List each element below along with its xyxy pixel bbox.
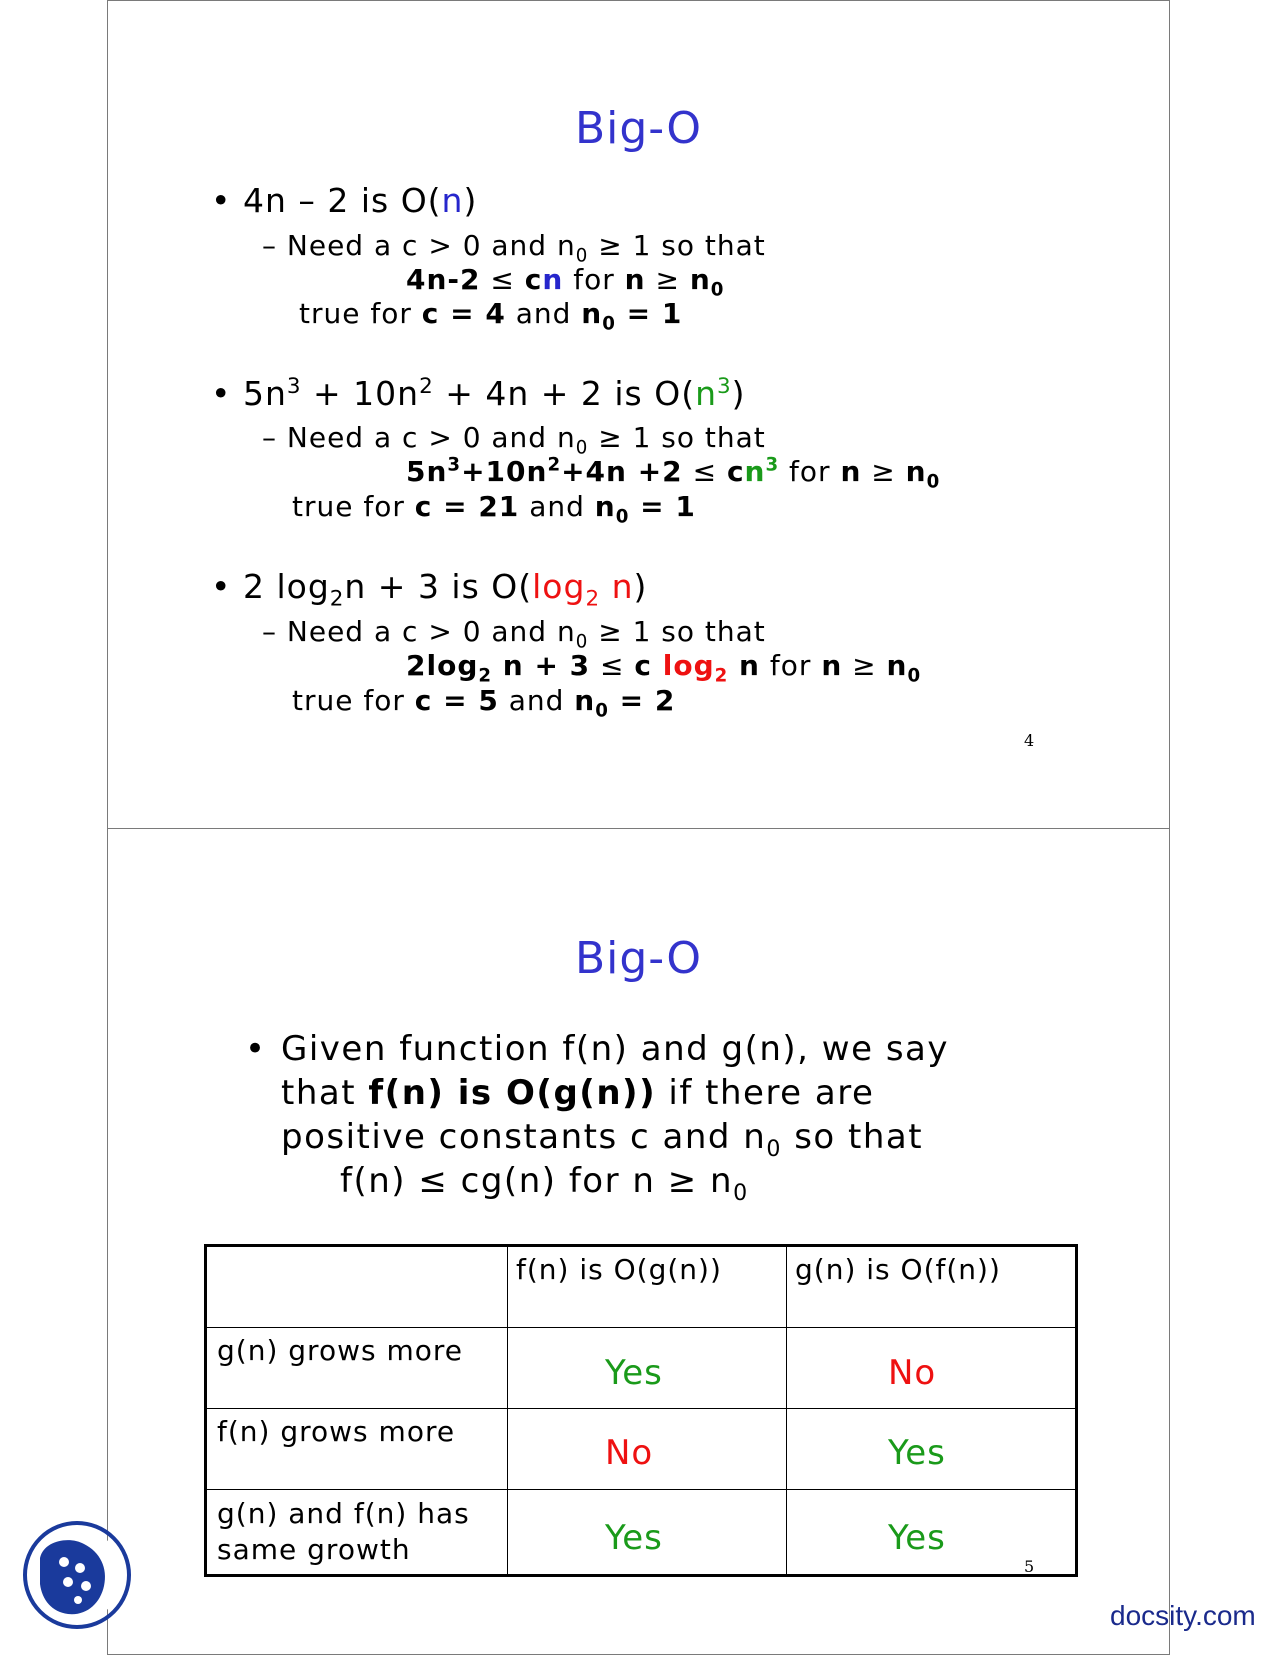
growth-comparison-table [204,1244,1078,1577]
page-number: 5 [1024,1557,1035,1576]
table-cell: Yes [787,1490,1077,1576]
slide-4 [107,0,1170,829]
table-header-cell [206,1246,508,1328]
table-cell: Yes [508,1490,787,1576]
table-row [206,1328,1077,1409]
table-row [206,1409,1077,1490]
page-number: 4 [1024,731,1035,750]
table-cell: Yes [508,1328,787,1409]
slide-title: Big-O [574,933,703,984]
bullet-dot: • [211,567,243,606]
definition-line-3: positive constants c and $n_0$ so that [281,1117,924,1162]
need-line-1: – Need a c > 0 and $n_0 \ge 1$ so that [262,229,766,267]
definition-line-1: Given function f(n) and g(n), we say [281,1029,949,1069]
need-line-3: – Need a c > 0 and $n_0 \ge 1$ so that [262,615,766,653]
definition-line-4: f(n) ≤ cg(n) for $n \ge n_0$ [340,1161,749,1206]
inequality-line-2: $5n^3+10n^2+4n +2 \le cn^3$ for $n \ge n_0$ [406,454,941,493]
true-for-line-3: true for c = 5 and $n_0 = 2$ [292,684,676,722]
slide-title: Big-O [574,103,703,154]
definition-text [281,1027,949,1206]
inequality-line-3: $2\log_2$ n + 3 ≤ c $\log_2 n$ for $n \ge n_0$ [406,649,922,687]
bullet-dot: • [211,181,243,220]
docsity-logo-icon [22,1520,132,1630]
bullet-item-2: • $5n^3 + 10n^2 + 4n + 2$ is $O(n^3)$ [211,374,746,413]
slide-5 [107,828,1170,1655]
table-header-row [206,1246,1077,1328]
true-for-line-1: true for c = 4 and $n_0 = 1$ [299,297,683,335]
table-row [206,1490,1077,1576]
row-label: f(n) grows more [206,1409,508,1490]
table-cell: No [787,1328,1077,1409]
docsity-brand-link[interactable]: docsity.com [1110,1600,1256,1631]
bullet-dot: • [245,1029,267,1069]
definition-line-2: that f(n) is O(g(n)) if there are [281,1073,875,1113]
row-label: g(n) and f(n) has same growth [206,1490,508,1576]
table-cell: Yes [787,1409,1077,1490]
table-header-cell: g(n) is O(f(n)) [787,1246,1077,1328]
bullet-item-3: • 2 $\log_2n + 3$ is $O(\log_2$ n) [211,567,648,612]
row-label: g(n) grows more [206,1328,508,1409]
table-cell: No [508,1409,787,1490]
need-line-2: – Need a c > 0 and $n_0 \ge 1$ so that [262,421,766,459]
true-for-line-2: true for c = 21 and $n_0 = 1$ [292,490,696,528]
bullet-dot: • [211,374,243,413]
bullet-item-1: • 4n – 2 is O(n) [211,181,478,220]
inequality-line-1: 4n-2 ≤ cn for $n \ge n_0$ [406,263,725,301]
table-header-cell: f(n) is O(g(n)) [508,1246,787,1328]
